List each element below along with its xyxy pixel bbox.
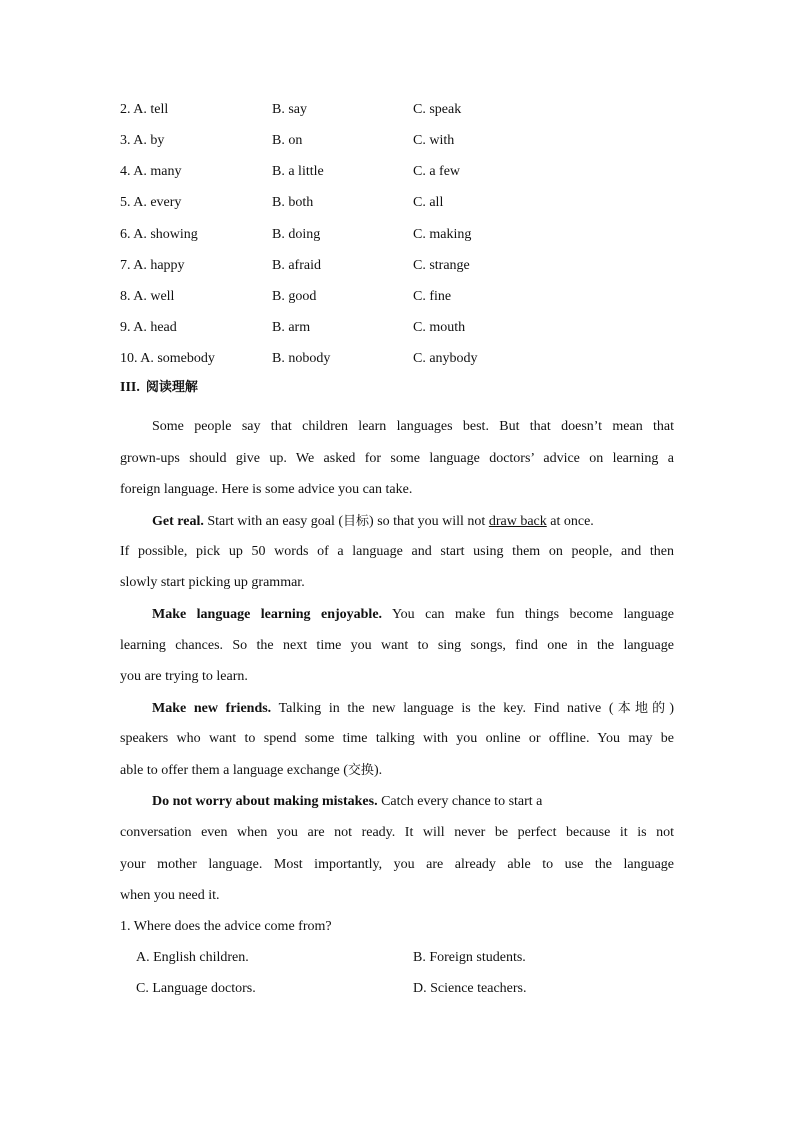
option-c: C. mouth [413,320,466,335]
tip4-line: your mother language. Most importantly, you are already able to use the language [120,857,674,872]
tip1-cn: 目标 [343,514,370,529]
tip3-cn: 本地的 [613,701,670,716]
section-heading [120,378,198,398]
tip1-underlined-phrase: draw back [488,514,547,529]
option-a: 5. A. every [120,195,182,210]
tip1-text: at once. [546,514,594,529]
tip4-line1 [152,792,674,812]
intro-line: grown-ups should give up. We asked for some language doctors’ advice on learning a [120,451,674,466]
tip3-cn: 交换 [347,763,374,778]
option-b: B. nobody [272,351,331,366]
tip3-heading: Make new friends. [152,701,272,716]
section-title: 阅读理解 [145,380,198,395]
option-a: 10. A. somebody [120,351,215,366]
option-a: 2. A. tell [120,102,169,117]
option-b: B. good [272,289,317,304]
tip4-text: Catch every chance to start a [377,794,543,809]
tip3-text: ). [373,763,383,778]
option-c: C. strange [413,258,470,273]
option-a: 8. A. well [120,289,175,304]
option-c: C. a few [413,164,461,179]
question-stem: 1. Where does the advice come from? [120,919,332,934]
option-b: B. say [272,102,307,117]
answer-option-b: B. Foreign students. [413,950,526,965]
tip1-line: If possible, pick up 50 words of a language and start using them on people, and then [120,544,674,559]
tip1-heading: Get real. [152,514,204,529]
option-c: C. with [413,133,455,148]
tip2-heading: Make language learning enjoyable. [152,607,383,622]
tip3-line3 [120,761,674,781]
tip4-heading: Do not worry about making mistakes. [152,794,378,809]
option-c: C. all [413,195,444,210]
tip3-text: ) [669,701,674,716]
tip3-text: Talking in the new language is the key. Find native ( [271,701,614,716]
answer-option-a: A. English children. [136,950,249,965]
option-c: C. making [413,227,472,242]
tip3-line1 [152,699,674,719]
tip3-text: able to offer them a language exchange ( [120,763,348,778]
tip2-line: learning chances. So the next time you want to sing songs, find one in the language [120,638,674,653]
option-b: B. a little [272,164,324,179]
tip2-line: you are trying to learn. [120,669,248,684]
option-a: 6. A. showing [120,227,198,242]
option-a: 9. A. head [120,320,177,335]
tip1-text: Start with an easy goal ( [203,514,344,529]
option-a: 7. A. happy [120,258,185,273]
option-a: 4. A. many [120,164,182,179]
tip1-line: slowly start picking up grammar. [120,575,305,590]
tip1-line1 [152,512,674,532]
tip3-line: speakers who want to spend some time talking with you online or offline. You may be [120,731,674,746]
answer-option-d: D. Science teachers. [413,981,527,996]
option-c: C. anybody [413,351,478,366]
option-b: B. on [272,133,303,148]
option-c: C. speak [413,102,462,117]
option-b: B. arm [272,320,311,335]
tip2-text: You can make fun things become language [382,607,674,622]
intro-line: Some people say that children learn languages best. But that doesn’t mean that [152,419,674,434]
option-b: B. afraid [272,258,321,273]
option-c: C. fine [413,289,452,304]
tip2-line1 [152,605,674,625]
tip1-text: ) so that you will not [369,514,489,529]
option-b: B. doing [272,227,321,242]
option-a: 3. A. by [120,133,165,148]
intro-line: foreign language. Here is some advice you can take. [120,482,413,497]
tip4-line: conversation even when you are not ready. It will never be perfect because it is not [120,825,674,840]
section-number: III. [120,380,140,395]
answer-option-c: C. Language doctors. [136,981,256,996]
tip4-line: when you need it. [120,888,220,903]
option-b: B. both [272,195,314,210]
